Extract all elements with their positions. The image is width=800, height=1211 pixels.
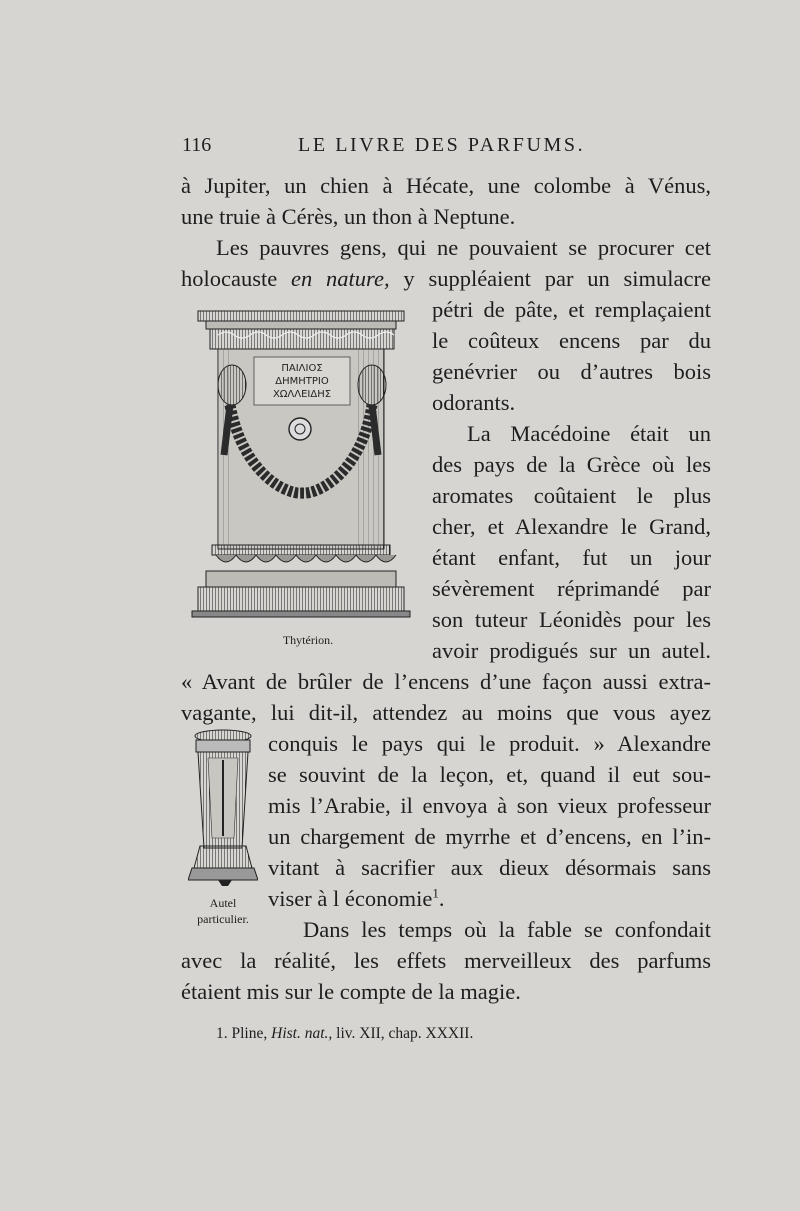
- text-line: avec la réalité, les effets merveilleux des parfums: [181, 948, 711, 973]
- text-line: vagante, lui dit-il, attendez au moins que vous ayez: [181, 700, 711, 725]
- inscription-line: ΔΗΜΗΤΡΙΟ: [275, 376, 329, 387]
- text-line: une truie à Cérès, un thon à Neptune.: [181, 204, 516, 229]
- text-line: mis l’Arabie, il envoya à son vieux professeur: [268, 793, 711, 818]
- figure-caption: Autel particulier.: [197, 896, 249, 926]
- running-header: [182, 134, 710, 164]
- footnote: 1. Pline, Hist. nat., liv. XII, chap. XXXII.: [216, 1025, 474, 1042]
- text-line: aromates coûtaient le plus: [432, 483, 711, 508]
- text-line: pétri de pâte, et remplaçaient: [432, 297, 711, 322]
- text-line: un chargement de myrrhe et d’encens, en l’in-: [268, 824, 711, 849]
- figure-caption: Thytérion.: [282, 633, 334, 647]
- footnote-marker: 1: [432, 885, 439, 901]
- text-line: avoir prodigués sur un autel.: [432, 638, 711, 663]
- text-line: sévèrement réprimandé par: [432, 576, 711, 601]
- text-line: holocauste en nature, y suppléaient par un simulacre: [181, 266, 711, 291]
- text-line: « Avant de brûler de l’encens d’une façon aussi extra-: [181, 669, 711, 694]
- inscription-line: ΠΑΙΛΙΟΣ: [281, 363, 323, 374]
- text-line: conquis le pays qui le produit. » Alexandre: [268, 731, 711, 756]
- text-line: La Macédoine était un: [467, 421, 711, 446]
- text-line: cher, et Alexandre le Grand,: [432, 514, 711, 539]
- text-line: à Jupiter, un chien à Hécate, une colombe à Vénus,: [181, 173, 711, 198]
- text-line: des pays de la Grèce où les: [432, 452, 711, 477]
- page-number: 116: [182, 134, 212, 156]
- text-line: vitant à sacrifier aux dieux désormais sans: [268, 855, 711, 880]
- text-line: étaient mis sur le compte de la magie.: [181, 979, 521, 1004]
- text-line: viser à l économie$^1$.: [268, 885, 445, 911]
- text-line: son tuteur Léonidès pour les: [432, 607, 711, 632]
- text-line: Les pauvres gens, qui ne pouvaient se procurer cet: [216, 235, 711, 260]
- text-line: se souvint de la leçon, et, quand il eut sou-: [268, 762, 711, 787]
- text-line: Dans les temps où la fable se confondait: [303, 917, 711, 942]
- text-line: odorants.: [432, 390, 516, 415]
- autel-engraving: [188, 728, 258, 888]
- thyterion-engraving: [188, 305, 418, 623]
- text-line: le coûteux encens par du: [432, 328, 711, 353]
- text-line: étant enfant, fut un jour: [432, 545, 711, 570]
- text-line: genévrier ou d’autres bois: [432, 359, 711, 384]
- inscription-line: ΧΩΛΛΕΙΔΗΣ: [272, 389, 332, 400]
- running-title: LE LIVRE DES PARFUMS.: [298, 134, 586, 156]
